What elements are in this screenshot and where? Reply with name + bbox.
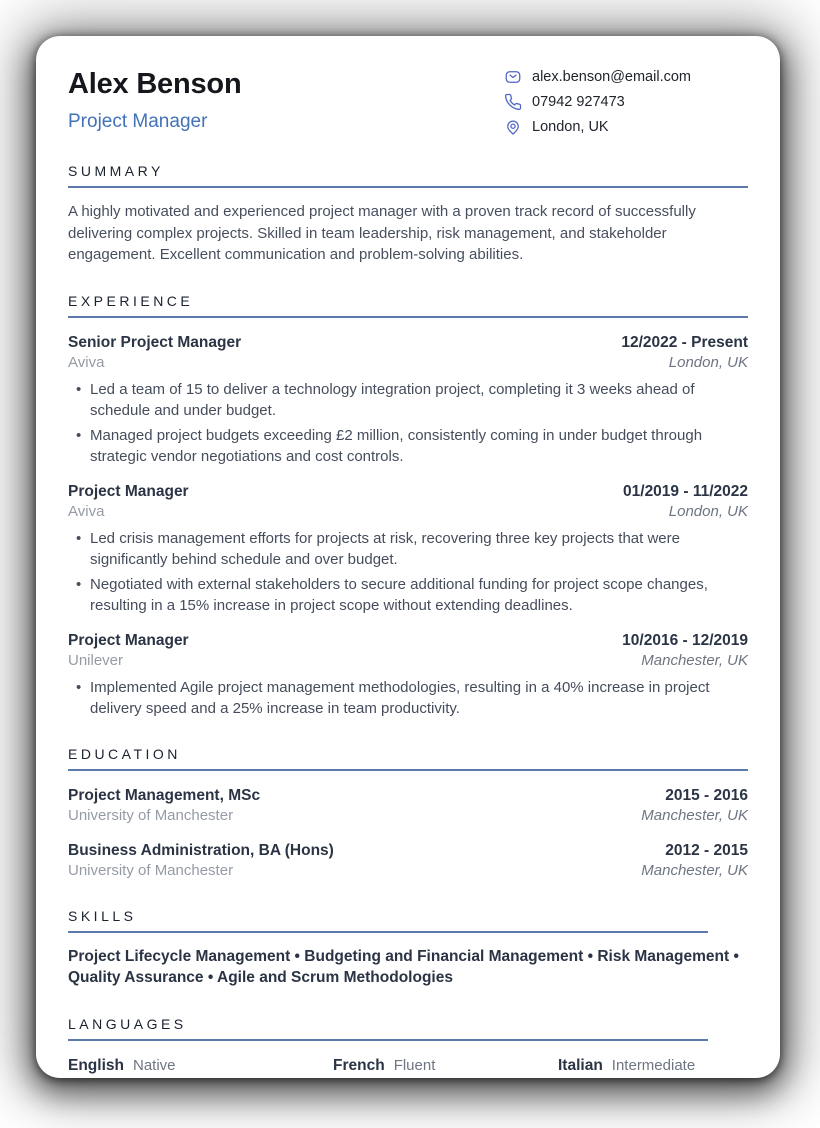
language-level: Native bbox=[132, 1056, 176, 1074]
phone-icon bbox=[504, 93, 522, 111]
job-title: Senior Project Manager bbox=[68, 333, 242, 351]
section-skills bbox=[68, 908, 748, 989]
skills-list-text: Project Lifecycle Management • Budgeting and Financial Management • Risk Management • Quality Assurance • Agile and Scrum Methodologies bbox=[68, 947, 739, 986]
section-languages bbox=[68, 1016, 748, 1076]
language-name: English bbox=[68, 1056, 124, 1074]
mail-icon bbox=[504, 68, 522, 86]
experience-entry-head bbox=[68, 631, 748, 651]
degree-dates: 2015 - 2016 bbox=[665, 786, 748, 804]
contact-phone-text: 07942 927473 bbox=[532, 94, 625, 110]
school-location: Manchester, UK bbox=[641, 861, 748, 879]
language-item bbox=[68, 1056, 333, 1076]
education-entry bbox=[68, 786, 748, 826]
job-location: London, UK bbox=[668, 353, 748, 371]
languages-rule bbox=[68, 1039, 708, 1041]
experience-heading: EXPERIENCE bbox=[68, 292, 194, 309]
section-education bbox=[68, 746, 748, 881]
skills-rule bbox=[68, 931, 708, 933]
education-entry bbox=[68, 841, 748, 881]
education-entry-head bbox=[68, 841, 748, 861]
experience-entry-sub bbox=[68, 502, 748, 522]
experience-entry-sub bbox=[68, 353, 748, 373]
education-entry-sub bbox=[68, 806, 748, 826]
location-pin-icon bbox=[504, 118, 522, 136]
contact-info bbox=[504, 66, 748, 136]
job-bullet: • Led a team of 15 to deliver a technology integration project, completing it 3 weeks ahead of schedule and under budget. bbox=[68, 379, 748, 421]
resume-document bbox=[36, 36, 780, 1078]
job-title: Project Manager bbox=[68, 482, 189, 500]
language-level: Fluent bbox=[393, 1056, 436, 1074]
language-name: French bbox=[333, 1056, 385, 1074]
job-location: Manchester, UK bbox=[641, 651, 748, 669]
language-item bbox=[333, 1056, 558, 1076]
experience-entry bbox=[68, 333, 748, 467]
experience-entry bbox=[68, 631, 748, 719]
job-company: Unilever bbox=[68, 651, 124, 669]
job-bullet: • Implemented Agile project management methodologies, resulting in a 40% increase in project delivery speed and a 25% increase in team productivity. bbox=[68, 677, 748, 719]
education-entry-head bbox=[68, 786, 748, 806]
candidate-job-title: Project Manager bbox=[68, 111, 208, 132]
languages-heading: LANGUAGES bbox=[68, 1015, 187, 1032]
job-company: Aviva bbox=[68, 502, 105, 520]
education-rule bbox=[68, 769, 748, 771]
degree-dates: 2012 - 2015 bbox=[665, 841, 748, 859]
experience-entry-head bbox=[68, 333, 748, 353]
experience-rule bbox=[68, 316, 748, 318]
contact-email-text: alex.benson@email.com bbox=[532, 69, 691, 85]
degree-title: Business Administration, BA (Hons) bbox=[68, 841, 334, 859]
experience-entry-head bbox=[68, 482, 748, 502]
language-name: Italian bbox=[558, 1056, 603, 1074]
section-experience bbox=[68, 293, 748, 719]
contact-location-text: London, UK bbox=[532, 119, 609, 135]
job-bullet: • Negotiated with external stakeholders to secure additional funding for project scope changes, resulting in a 15% increase in project scope without extending deadlines. bbox=[68, 574, 748, 616]
language-item bbox=[558, 1056, 748, 1076]
summary-heading: SUMMARY bbox=[68, 163, 164, 179]
contact-phone-row bbox=[504, 93, 748, 111]
education-heading: EDUCATION bbox=[68, 745, 181, 762]
language-level: Intermediate bbox=[611, 1056, 696, 1074]
job-bullets bbox=[68, 528, 748, 616]
job-dates: 12/2022 - Present bbox=[621, 333, 748, 351]
school-name: University of Manchester bbox=[68, 806, 234, 824]
job-bullet: • Led crisis management efforts for projects at risk, recovering three key projects that were significantly behind schedule and over budget. bbox=[68, 528, 748, 570]
degree-title: Project Management, MSc bbox=[68, 786, 261, 804]
school-name: University of Manchester bbox=[68, 861, 234, 879]
summary-rule bbox=[68, 186, 748, 188]
job-dates: 10/2016 - 12/2019 bbox=[622, 631, 748, 649]
job-bullet: • Managed project budgets exceeding £2 million, consistently coming in under budget through strategic vendor negotiations and cost controls. bbox=[68, 425, 748, 467]
job-location: London, UK bbox=[668, 502, 748, 520]
job-bullets bbox=[68, 379, 748, 467]
job-title: Project Manager bbox=[68, 631, 189, 649]
candidate-name: Alex Benson bbox=[68, 68, 242, 100]
school-location: Manchester, UK bbox=[641, 806, 748, 824]
candidate-identity bbox=[68, 66, 241, 134]
job-bullets bbox=[68, 677, 748, 719]
experience-entry-sub bbox=[68, 651, 748, 671]
experience-entry bbox=[68, 482, 748, 616]
summary-text: A highly motivated and experienced project manager with a proven track record of successfully delivering complex projects. Skilled in team leadership, risk management, and stakeholder engagement. Excellent communication and problem-solving abilities. bbox=[68, 203, 696, 263]
resume-header bbox=[68, 64, 748, 136]
contact-location-row bbox=[504, 118, 748, 136]
job-company: Aviva bbox=[68, 353, 105, 371]
languages-grid bbox=[68, 1056, 748, 1076]
education-entry-sub bbox=[68, 861, 748, 881]
job-dates: 01/2019 - 11/2022 bbox=[623, 482, 748, 500]
contact-email-row bbox=[504, 68, 748, 86]
section-summary bbox=[68, 163, 748, 266]
skills-heading: SKILLS bbox=[68, 907, 137, 924]
